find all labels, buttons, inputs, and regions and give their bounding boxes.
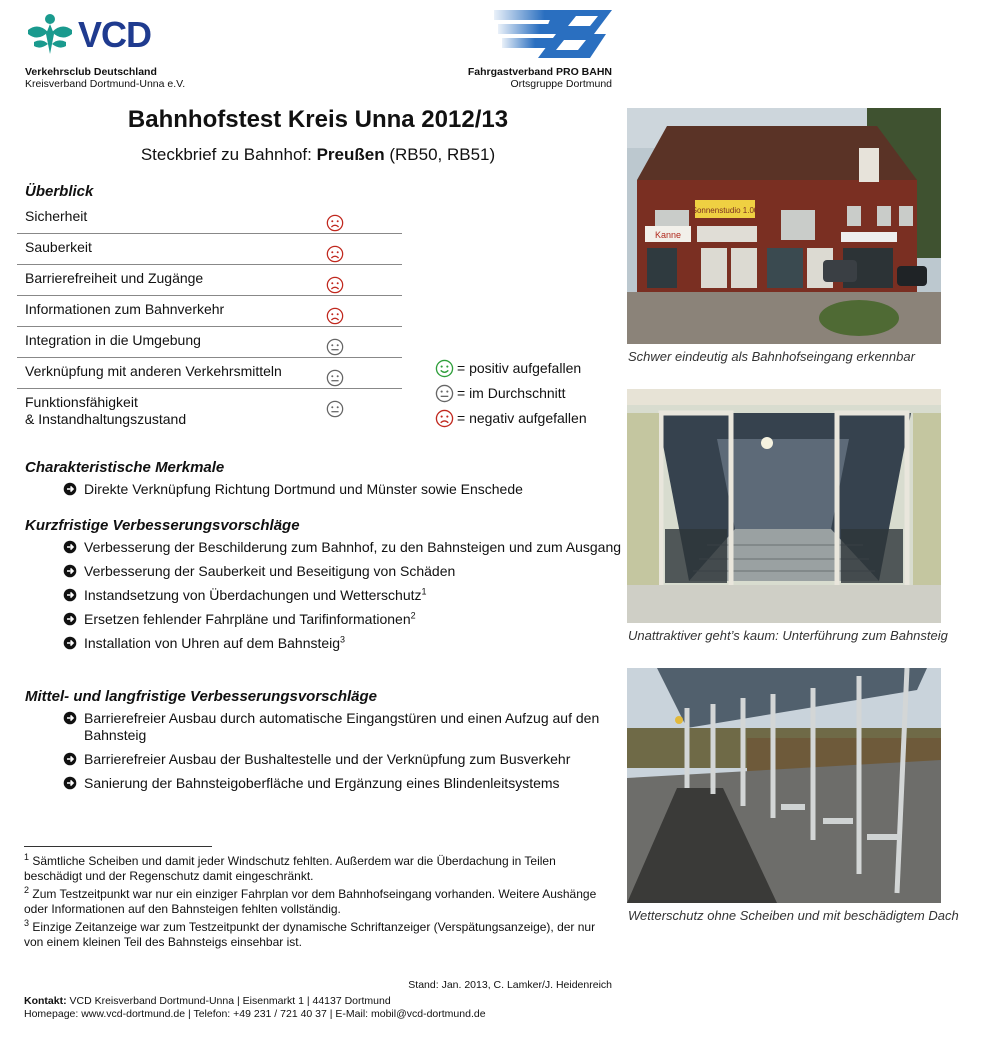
photo-caption-shelter: Wetterschutz ohne Scheiben und mit beschädigtem Dach bbox=[628, 908, 959, 923]
station-lines: (RB50, RB51) bbox=[384, 145, 496, 164]
list-item bbox=[63, 635, 623, 652]
overview-row-label: Informationen zum Bahnverkehr bbox=[25, 301, 225, 317]
overview-row-label: Sauberkeit bbox=[25, 239, 92, 255]
vcd-logo-text: VCD bbox=[78, 14, 152, 55]
smiley-neutral-icon bbox=[326, 369, 344, 387]
overview-row bbox=[17, 327, 402, 358]
overview-row bbox=[17, 358, 402, 389]
photo-platform-shelter bbox=[627, 668, 941, 903]
footnote bbox=[24, 887, 614, 917]
list-item bbox=[63, 539, 623, 556]
footnote-ref: 3 bbox=[340, 634, 346, 645]
overview-row bbox=[17, 234, 402, 265]
langfristig-list bbox=[63, 710, 623, 799]
footnote-number: 3 bbox=[24, 918, 30, 928]
bullet-arrow-icon bbox=[63, 752, 77, 766]
overview-row-label: Verknüpfung mit anderen Verkehrsmitteln bbox=[25, 363, 282, 379]
list-item bbox=[63, 751, 623, 768]
bullet-arrow-icon bbox=[63, 636, 77, 650]
legend-negative-label: = negativ aufgefallen bbox=[457, 410, 587, 426]
list-item bbox=[63, 710, 623, 744]
overview-row bbox=[17, 265, 402, 296]
list-item bbox=[63, 481, 623, 498]
footnote-text: Einzige Zeitanzeige war zum Testzeitpunkt der dynamische Schriftanzeiger (Verspätungsanzeige), der nur von einem kleinen Teil des Bahnsteigs einsehbar ist. bbox=[24, 920, 596, 949]
smiley-neutral-icon bbox=[326, 400, 344, 418]
list-item bbox=[63, 587, 623, 604]
bullet-arrow-icon bbox=[63, 776, 77, 790]
status-date: Stand: Jan. 2013, C. Lamker/J. Heidenreich bbox=[408, 979, 612, 991]
bullet-arrow-icon bbox=[63, 612, 77, 626]
list-item bbox=[63, 611, 623, 628]
smiley-positive-icon bbox=[435, 359, 454, 378]
photo-underpass bbox=[627, 389, 941, 623]
vcd-organization bbox=[25, 66, 185, 90]
overview-table bbox=[17, 203, 402, 436]
vcd-org-branch: Kreisverband Dortmund-Unna e.V. bbox=[25, 78, 186, 90]
probahn-organization bbox=[430, 66, 612, 90]
kurzfristig-list bbox=[63, 539, 623, 659]
merkmale-list bbox=[63, 481, 623, 505]
list-item-text: Ersetzen fehlender Fahrpläne und Tarifinformationen bbox=[84, 611, 411, 627]
footnotes bbox=[24, 854, 614, 953]
smiley-neutral-icon bbox=[326, 338, 344, 356]
photo-station-building bbox=[627, 108, 941, 344]
contact-address: VCD Kreisverband Dortmund-Unna | Eisenmarkt 1 | 44137 Dortmund bbox=[66, 995, 391, 1007]
vcd-emblem-icon bbox=[26, 12, 74, 56]
list-item-text: Barrierefreier Ausbau der Bushaltestelle und der Verknüpfung zum Busverkehr bbox=[84, 751, 571, 767]
list-item bbox=[63, 563, 623, 580]
bullet-arrow-icon bbox=[63, 482, 77, 496]
contact-details: Homepage: www.vcd-dortmund.de | Telefon: +49 231 / 721 40 37 | E-Mail: mobil@vcd-dortmund.de bbox=[24, 1008, 486, 1020]
legend-positive-label: = positiv aufgefallen bbox=[457, 360, 582, 376]
list-item bbox=[63, 775, 623, 792]
footnote-number: 1 bbox=[24, 852, 30, 862]
overview-row-label-2: & Instandhaltungszustand bbox=[25, 411, 187, 427]
footnote-text: Zum Testzeitpunkt war nur ein einziger Fahrplan vor dem Bahnhofseingang vorhanden. Weitere Aushänge oder Informationen auf den Bahnsteigen fehlten vollständig. bbox=[24, 887, 597, 916]
subtitle-prefix: Steckbrief zu Bahnhof: bbox=[140, 145, 317, 164]
footnote-ref: 1 bbox=[421, 586, 427, 597]
smiley-negative-icon bbox=[326, 245, 344, 263]
probahn-logo bbox=[494, 8, 614, 60]
list-item-text: Barrierefreier Ausbau durch automatische Eingangstüren und einen Aufzug auf den Bahnsteig bbox=[84, 710, 600, 743]
station-name: Preußen bbox=[316, 145, 385, 164]
overview-row bbox=[17, 203, 402, 234]
footnote-number: 2 bbox=[24, 885, 30, 895]
list-item-text: Verbesserung der Sauberkeit und Beseitigung von Schäden bbox=[84, 563, 456, 579]
bullet-arrow-icon bbox=[63, 588, 77, 602]
page-title: Bahnhofstest Kreis Unna 2012/13 bbox=[127, 106, 509, 133]
list-item-text: Direkte Verknüpfung Richtung Dortmund und Münster sowie Enschede bbox=[84, 481, 523, 497]
list-item-text: Installation von Uhren auf dem Bahnsteig bbox=[84, 635, 341, 651]
bakery-sign-text: Kanne bbox=[654, 230, 682, 240]
vcd-logo bbox=[26, 12, 156, 58]
bullet-arrow-icon bbox=[63, 564, 77, 578]
legend-neutral bbox=[435, 381, 587, 406]
photo-caption-underpass: Unattraktiver geht’s kaum: Unterführung zum Bahnsteig bbox=[628, 628, 948, 643]
overview-row-label: Sicherheit bbox=[25, 208, 88, 224]
bullet-arrow-icon bbox=[63, 540, 77, 554]
contact-label: Kontakt: bbox=[24, 995, 67, 1007]
overview-heading: Überblick bbox=[25, 183, 94, 200]
legend-negative bbox=[435, 406, 587, 431]
smiley-negative-icon bbox=[326, 276, 344, 294]
list-item-text: Sanierung der Bahnsteigoberfläche und Ergänzung eines Blindenleitsystems bbox=[84, 775, 560, 791]
rating-legend bbox=[435, 356, 587, 431]
footnote-divider bbox=[24, 846, 212, 847]
legend-positive bbox=[435, 356, 587, 381]
vcd-org-name: Verkehrsclub Deutschland bbox=[25, 66, 157, 78]
legend-neutral-label: = im Durchschnitt bbox=[457, 385, 566, 401]
list-item-text: Instandsetzung von Überdachungen und Wetterschutz bbox=[84, 587, 422, 603]
smiley-negative-icon bbox=[326, 214, 344, 232]
langfristig-heading: Mittel- und langfristige Verbesserungsvorschläge bbox=[25, 688, 378, 705]
footnote-text: Sämtliche Scheiben und damit jeder Windschutz fehlten. Außerdem war die Überdachung in Teilen beschädigt und der Regenschutz damit eingeschränkt. bbox=[24, 854, 556, 883]
smiley-negative-icon bbox=[326, 307, 344, 325]
smiley-neutral-icon bbox=[435, 384, 454, 403]
kurzfristig-heading: Kurzfristige Verbesserungsvorschläge bbox=[25, 517, 300, 534]
overview-row-label: Integration in die Umgebung bbox=[25, 332, 201, 348]
list-item-text: Verbesserung der Beschilderung zum Bahnhof, zu den Bahnsteigen und zum Ausgang bbox=[84, 539, 622, 555]
overview-row-label: Barrierefreiheit und Zugänge bbox=[25, 270, 204, 286]
contact-info bbox=[24, 995, 624, 1021]
merkmale-heading: Charakteristische Merkmale bbox=[25, 459, 225, 476]
footnote bbox=[24, 854, 614, 884]
bullet-arrow-icon bbox=[63, 711, 77, 725]
footnote bbox=[24, 920, 614, 950]
smiley-negative-icon bbox=[435, 409, 454, 428]
probahn-emblem-icon bbox=[494, 8, 614, 60]
shop-sign-text: Sonnenstudio 1.00 bbox=[691, 206, 759, 215]
overview-row-label: Funktionsfähigkeit bbox=[25, 394, 138, 410]
footnote-ref: 2 bbox=[410, 610, 416, 621]
probahn-org-branch: Ortsgruppe Dortmund bbox=[510, 78, 612, 90]
overview-row bbox=[17, 296, 402, 327]
page-subtitle bbox=[24, 145, 612, 165]
probahn-org-name: Fahrgastverband PRO BAHN bbox=[467, 66, 612, 78]
photo-caption-building: Schwer eindeutig als Bahnhofseingang erkennbar bbox=[628, 349, 915, 364]
overview-row bbox=[17, 389, 402, 436]
